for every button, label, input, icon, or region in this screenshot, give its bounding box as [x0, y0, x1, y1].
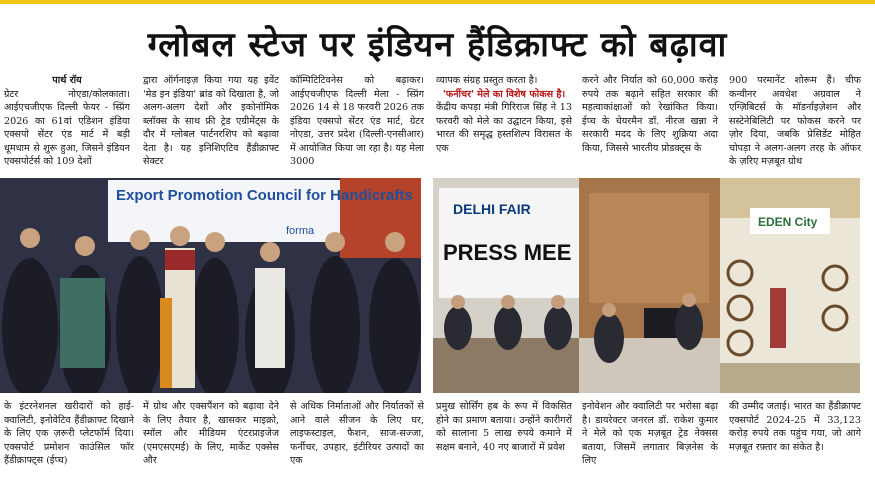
press-meet-photo — [433, 178, 579, 393]
article-column-5: करने और निर्यात को 60,000 करोड़ रुपये तक बढ़ाने सहित सरकार की महत्वाकांक्षाओं को रेखांकित किया। ईप्च के चेयरमैन डॉ. नीरज खन्ना ने सरकारी मदद के लिए शुक्रिया अदा किया, जिससे भारतीय प्रोडक्ट्स के — [582, 75, 718, 154]
bottom-column-3: से अधिक निर्माताओं और निर्यातकों से आने वाले सीजन के लिए घर, लाइफस्टाइल, फैशन, साज-सज्जा, फर्नीचर, उपहार, इंटीरियर उत्पादों का एक — [290, 401, 424, 466]
article-column-2: द्वारा ऑर्गनाइज़ किया गया यह इवेंट 'मेड इन इंडिया' ब्रांड को दिखाता है, जो अलग-अलग देशों और इकोनॉमिक ब्लॉक्स के साथ फ्री ट्रेड एग्रीमेंट्स के दौर में ग्लोबल पार्टनरशिप को बढ़ावा देता है। यह इनिशिएटिव हैंडीक्राफ्ट सेक्टर — [143, 75, 279, 167]
banner-partial: forma — [286, 225, 315, 237]
article-column-6: 900 परमानेंट शोरूम हैं। चीफ कन्वीनर अवधेश अग्रवाल ने एग्ज़िबिटर्स के मॉडर्नाइज़ेशन और सस्टेनेबिलिटी पर फोकस करने पर ज़ोर दिया, जबकि प्रेसिडेंट मोहित चोपड़ा ने अलग-अलग तरह के ऑफर के ज़रिए मज़बूत ग्रोथ — [729, 75, 861, 167]
bottom-column-4: प्रमुख सोर्सिंग हब के रूप में विकसित होने का प्रमाण बताया। उन्होंने कारीगरों को सालाना 5 लाख रुपये कमाने में सक्षम बनाने, 40 नए बाजारों में प्रवेश — [436, 401, 572, 453]
headline: ग्लोबल स्टेज पर इंडियन हैंडिक्राफ्ट को बढ़ावा — [147, 25, 728, 65]
press-logo: DELHI FAIR — [453, 201, 531, 217]
byline: पार्थ रॉय — [52, 75, 82, 86]
column-4-text: व्यापक संग्रह प्रस्तुत करता है। — [436, 75, 538, 86]
bottom-column-5: इनोवेशन और क्वालिटी पर भरोसा बढ़ा है। डायरेक्टर जनरल डॉ. राकेश कुमार ने मेले को एक मज़बूत ट्रेड नेक्सस बताया, जिसमें लगातार बिज़नेस के लिए — [582, 401, 718, 466]
press-meet-text: PRESS MEE — [443, 240, 572, 265]
bottom-column-2: में ग्रोथ और एक्सपैंशन को बढ़ावा देने के लिए तैयार है, खासकर माइक्रो, स्मॉल और मीडियम एंटरप्राइजेज (एमएसएमई) के लिए, मार्केट एक्सेस और — [143, 401, 279, 466]
bottom-column-1: के इंटरनेशनल खरीदारों को हाई-क्वालिटी, इनोवेटिव हैंडीक्राफ्ट दिखाने के लिए एक ज़रूरी प्लेटफॉर्म दिया। एक्सपोर्ट प्रमोशन काउंसिल फॉर हैंडीक्राफ्ट्स (ईप्च) — [4, 401, 134, 466]
inauguration-photo — [0, 178, 421, 393]
article-column-4 — [436, 74, 572, 176]
article-column-3: कॉम्पिटिटिवनेस को बढ़ाकर। आईएचजीएफ दिल्ली मेला - स्प्रिंग 2026 14 से 18 फरवरी 2026 तक इंडिया एक्सपो सेंटर एंड मार्ट, ग्रेटर नोएडा, उत्तर प्रदेश (दिल्ली-एनसीआर) में आयोजित किया जा रहा है। यह मेला 3000 — [290, 75, 424, 167]
article-column-1 — [4, 74, 130, 176]
top-accent-bar — [0, 0, 875, 4]
bottom-column-6: की उम्मीद जताई। भारत का हैंडीक्राफ्ट एक्सपोर्ट 2024-25 में 33,123 करोड़ रुपये तक पहुंच गया, जो आगे मज़बूत रफ़्तार का संकेत है। — [729, 401, 861, 453]
column-1-text: ग्रेटर नोएडा/कोलकाता। आईएचजीएफ दिल्ली फेयर - स्प्रिंग 2026 का 61वां एडिशन इंडिया एक्सपो सेंटर एंड मार्ट में बड़ी धूमधाम से शुरू हुआ, जिसने इंडियन एक्सपोर्टर्स को 109 देशों — [4, 88, 130, 167]
stall-sign: EDEN City — [758, 215, 818, 229]
conference-photo — [579, 178, 720, 393]
banner-text: Export Promotion Council for Handicrafts — [116, 187, 413, 204]
subhead: 'फर्नीचर' मेले का विशेष फोकस है। — [442, 88, 566, 100]
column-4-rest: केंद्रीय कपड़ा मंत्री गिरिराज सिंह ने 13 फरवरी को मेले का उद्घाटन किया, इसे भारत की समृद्ध हस्तशिल्प विरासत के एक — [436, 102, 572, 154]
stall-photo — [720, 178, 860, 393]
